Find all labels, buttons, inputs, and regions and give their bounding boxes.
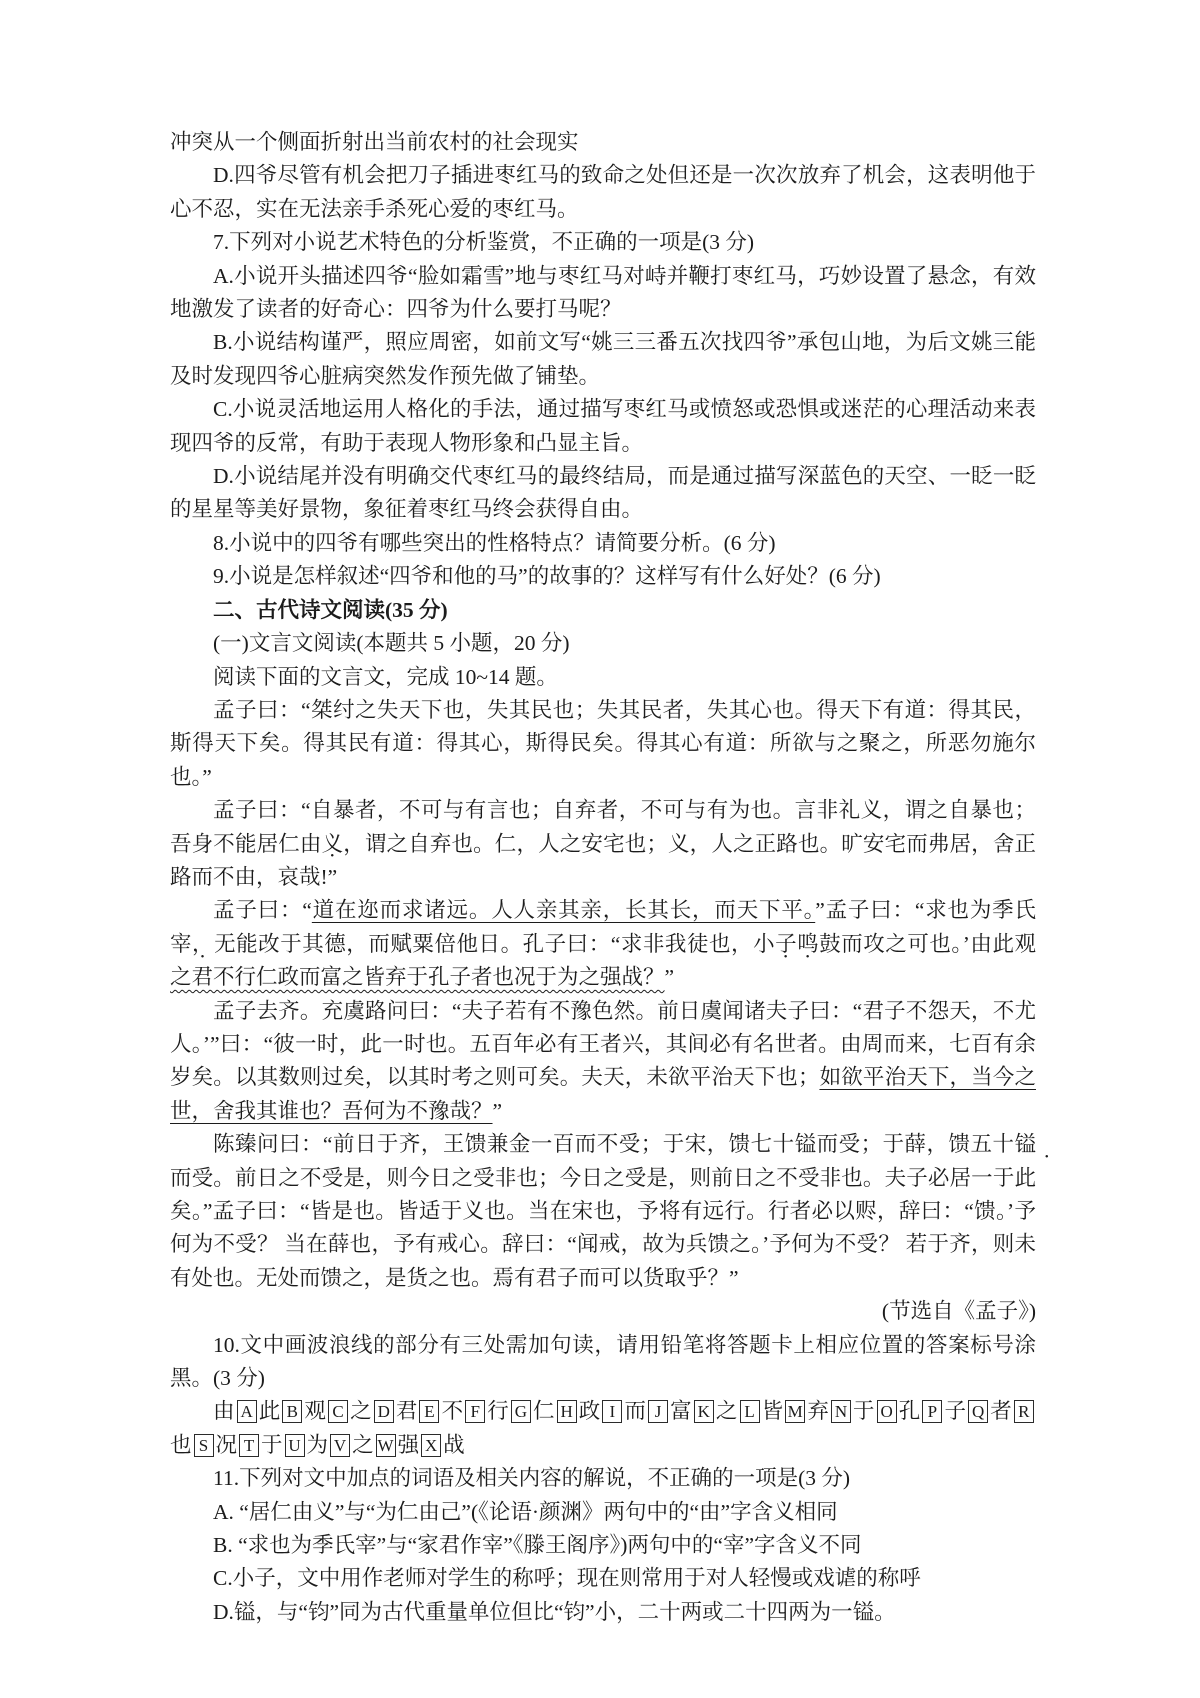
text-run: (节选自《孟子》) — [881, 1299, 1036, 1324]
text-run: 皆 — [761, 1399, 784, 1424]
text-run: 鸣鼓而攻之可也。’由此观 — [797, 931, 1036, 956]
answer-mark-box: X — [421, 1434, 441, 1457]
answer-mark-box: J — [648, 1400, 668, 1423]
text-run: A.小说开头描述四爷“脸如霜雪”地与枣红马对峙并鞭打枣红马，巧妙设置了悬念，有效地激发了读者的好奇心：四爷为什么要打马呢？ — [170, 263, 1036, 322]
text-run: 为 — [306, 1432, 329, 1457]
question-7-option-b — [170, 326, 1036, 393]
question-9-stem — [170, 560, 1036, 593]
text-run: 政 — [578, 1399, 601, 1424]
subsection-heading — [170, 627, 1036, 660]
passage-paragraph-1 — [170, 694, 1036, 794]
answer-mark-box: C — [328, 1400, 348, 1423]
text-run: 于 — [852, 1399, 875, 1424]
text-run: 战 — [443, 1432, 465, 1457]
answer-mark-box: G — [511, 1400, 531, 1423]
text-run: ” — [664, 965, 675, 990]
question-7-option-d — [170, 460, 1036, 527]
text-run: 而受。前日之不受是，则今日之受非也；今日之受是，则前日之不受非也。夫子必居一于此矣。”孟子曰：“皆是也。皆适于义也。当在宋也，予将有远行。行者必以赆，辞曰：“馈。’予何为不受？ 当在薛也，予有戒心。辞曰：“闻戒，故为兵馈之。’予何为不受？ 若于齐，则未有处也。无处而馈之，是货之也。焉有君子而可以货取乎？” — [170, 1165, 1036, 1290]
passage-source — [170, 1295, 1036, 1328]
text-run: 于 — [261, 1432, 283, 1457]
text-run: ，无能改于其德，而赋粟倍他日。孔子曰：“求非我徒也， — [192, 931, 754, 956]
text-run: 8.小说中的四爷有哪些突出的性格特点？请简要分析。(6 分) — [213, 530, 776, 555]
passage-paragraph-5 — [170, 1128, 1036, 1295]
text-run: 而 — [624, 1399, 647, 1424]
question-11-option-a — [170, 1496, 1036, 1529]
document-body — [170, 126, 1036, 1629]
answer-mark-box: O — [877, 1400, 897, 1423]
answer-mark-box: M — [785, 1400, 805, 1423]
text-run: ”孟子曰：“求也为季氏 — [815, 898, 1036, 923]
emphasized-char: 镒 — [1014, 1132, 1036, 1157]
text-run: 冲突从一个侧面折射出当前农村的社会现实 — [170, 130, 579, 154]
emphasized-char: 子 — [775, 931, 798, 956]
text-run: 9.小说是怎样叙述“四爷和他的马”的故事的？这样写有什么好处？(6 分) — [213, 564, 881, 589]
text-run: 由 — [213, 1399, 235, 1424]
answer-mark-box: E — [419, 1400, 439, 1423]
section-heading — [170, 594, 1036, 627]
emphasized-char: 由 — [299, 831, 322, 856]
continuation-line — [170, 126, 1036, 159]
text-run: 陈臻问曰：“前日于齐，王馈兼金一百而不受；于宋，馈七十镒而受；于薛，馈五十 — [213, 1132, 1015, 1157]
text-run: D.镒，与“钧”同为古代重量单位但比“钧”小，二十两或二十四两为一镒。 — [213, 1599, 896, 1624]
answer-mark-box: U — [285, 1434, 305, 1457]
text-run: D.小说结尾并没有明确交代枣红马的最终结局，而是通过描写深蓝色的天空、一眨一眨的星星等美好景物，象征着枣红马终会获得自由。 — [170, 464, 1036, 522]
reading-instruction — [170, 661, 1036, 694]
answer-mark-box: N — [831, 1400, 851, 1423]
text-run: C.小子，文中用作老师对学生的称呼；现在则常用于对人轻慢或戏谑的称呼 — [213, 1566, 921, 1591]
question-7-option-a — [170, 260, 1036, 327]
underlined-text: 道在迩而求诸远。人人亲其亲，长其长，而天下平。 — [311, 898, 816, 923]
answer-mark-box: F — [465, 1400, 485, 1423]
answer-mark-box: A — [237, 1400, 257, 1423]
text-run: 强 — [397, 1432, 420, 1457]
answer-mark-box: L — [740, 1400, 760, 1423]
text-run: 者 — [990, 1399, 1012, 1424]
text-run: B.小说结构谨严，照应周密，如前文写“姚三三番五次找四爷”承包山地，为后文姚三能及时发现四爷心脏病突然发作预先做了铺垫。 — [170, 330, 1036, 388]
text-run: 仁 — [532, 1399, 555, 1424]
text-run: 子 — [944, 1399, 967, 1424]
text-run: 11.下列对文中加点的词语及相关内容的解说，不正确的一项是(3 分) — [213, 1466, 851, 1491]
passage-paragraph-4 — [170, 995, 1036, 1129]
text-run: 况 — [215, 1432, 238, 1457]
text-run: 二、古代诗文阅读(35 分) — [213, 597, 448, 622]
question-8-stem — [170, 527, 1036, 560]
text-run: 10.文中画波浪线的部分有三处需加句读，请用铅笔将答题卡上相应位置的答案标号涂黑。(3 分) — [170, 1332, 1036, 1391]
text-run: (一)文言文阅读(本题共 5 小题，20 分) — [213, 631, 570, 656]
text-run: 阅读下面的文言文，完成 10~14 题。 — [213, 664, 558, 689]
text-run: 7.下列对小说艺术特色的分析鉴赏，不正确的一项是(3 分) — [213, 230, 755, 255]
question-11-option-d — [170, 1596, 1036, 1629]
underlined-text: 如欲平治天下，当今之世，舍我其谁也？吾何为不豫哉？ — [170, 1065, 1036, 1123]
wavy-underlined-text: 之君不行仁政而富之皆弃于孔子者也况于为之强战？ — [170, 965, 665, 990]
text-run: 不 — [441, 1399, 464, 1424]
passage-paragraph-3 — [170, 894, 1036, 994]
question-10-answer-marks — [170, 1395, 1036, 1462]
answer-mark-box: H — [557, 1400, 577, 1423]
text-run: 富 — [670, 1399, 692, 1424]
answer-mark-box: K — [694, 1400, 714, 1423]
answer-mark-box: V — [330, 1434, 350, 1457]
answer-mark-box: P — [922, 1400, 942, 1423]
text-run: 此 — [258, 1399, 281, 1424]
question-11-option-c — [170, 1562, 1036, 1595]
text-run: B. “求也为季氏宰”与“家君作宰”《滕王阁序》)两句中的“宰”字含义不同 — [213, 1533, 862, 1558]
text-run: 之 — [350, 1399, 372, 1424]
text-run: 孔 — [898, 1399, 921, 1424]
answer-mark-box: S — [194, 1434, 214, 1457]
question-7-option-c — [170, 393, 1036, 460]
passage-paragraph-2 — [170, 794, 1036, 894]
text-run: 之 — [352, 1432, 374, 1457]
emphasized-char: 宰 — [170, 931, 193, 956]
text-run: C.小说灵活地运用人格化的手法，通过描写枣红马或愤怒或恐惧或迷茫的心理活动来表现四爷的反常，有助于表现人物形象和凸显主旨。 — [170, 397, 1036, 455]
question-7-stem — [170, 226, 1036, 259]
text-run: A. “居仁由义”与“为仁由己”(《论语·颜渊》两句中的“由”字含义相同 — [213, 1499, 838, 1524]
text-run: 义，谓之自弃也。仁，人之安宅也；义，人之正路也。旷安宅而弗居，舍正路而不由，哀哉!” — [170, 831, 1036, 889]
option-d-prev-question — [170, 159, 1036, 226]
answer-mark-box: W — [377, 1435, 394, 1455]
text-run: 行 — [487, 1399, 509, 1424]
text-run: 之 — [715, 1399, 738, 1424]
answer-mark-box: Q — [968, 1400, 988, 1423]
answer-mark-box: B — [282, 1400, 302, 1423]
question-11-stem — [170, 1462, 1036, 1495]
answer-mark-box: I — [602, 1400, 622, 1423]
text-run: 也 — [170, 1432, 192, 1457]
text-run: 孟子去齐。充虞路问曰：“夫子若有不豫色然。前日虞闻诸夫子曰：“君子不怨天，不尤人。’”曰：“彼一时，此一时也。五百年必有王者兴，其间必有名世者。由周而来，七百有余岁矣。以其数则过矣，以其时考之则可矣。夫天，未欲平治天下也； — [170, 998, 1036, 1090]
text-run: D.四爷尽管有机会把刀子插进枣红马的致命之处但还是一次次放弃了机会，这表明他于心不忍，实在无法亲手杀死心爱的枣红马。 — [170, 163, 1036, 221]
text-run: 孟子曰：“ — [213, 898, 312, 923]
text-run: 孟子曰：“自暴者，不可与有言也；自弃者，不可与有为也。言非礼义，谓之自暴也；吾身不能居仁 — [170, 798, 1036, 856]
emphasized-char: 小 — [753, 931, 776, 956]
question-10-stem — [170, 1329, 1036, 1396]
text-run: 弃 — [807, 1399, 829, 1424]
text-run: ” — [492, 1098, 503, 1123]
answer-mark-box: R — [1014, 1400, 1034, 1423]
text-run: 孟子曰：“桀纣之失天下也，失其民也；失其民者，失其心也。得天下有道：得其民，斯得天下矣。得其民有道：得其心，斯得民矣。得其心有道：所欲与之聚之，所恶勿施尔也。” — [170, 697, 1036, 789]
answer-mark-box: D — [374, 1400, 394, 1423]
text-run: 观 — [304, 1399, 327, 1424]
question-11-option-b — [170, 1529, 1036, 1562]
text-run: 君 — [395, 1399, 418, 1424]
answer-mark-box: T — [239, 1434, 259, 1457]
